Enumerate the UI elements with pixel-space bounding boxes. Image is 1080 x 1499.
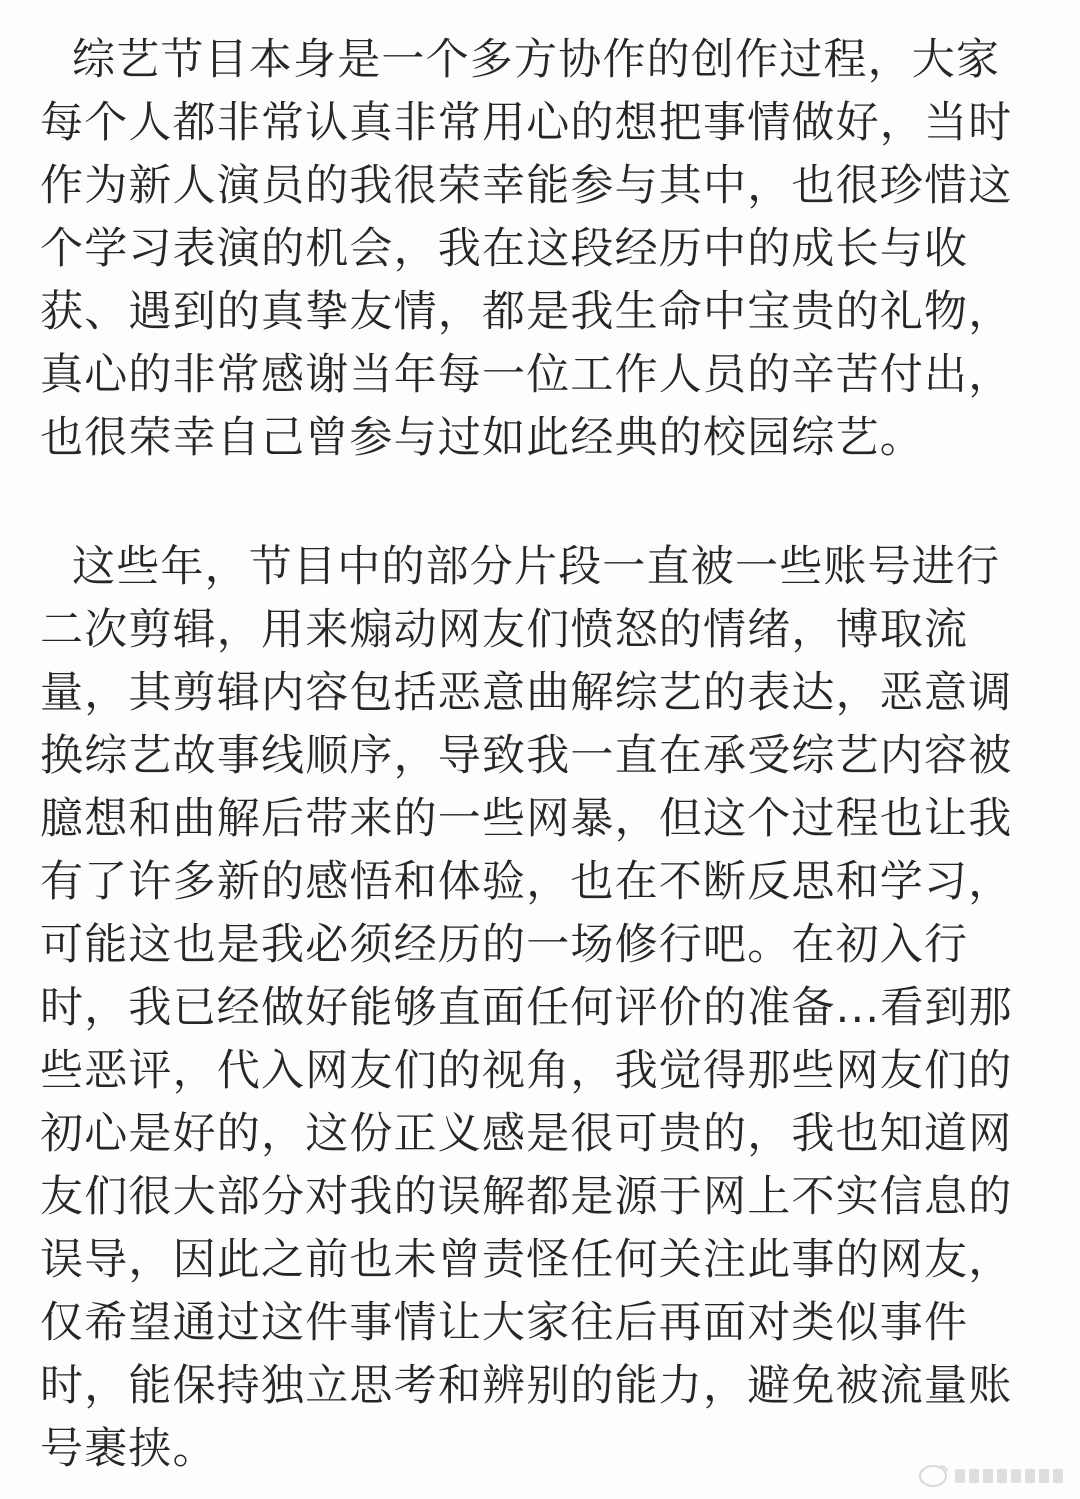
- text-line: 友们很大部分对我的误解都是源于网上不实信息的: [40, 1172, 1013, 1222]
- text-line: 可能这也是我必须经历的一场修行吧。在初入行: [40, 920, 969, 970]
- text-line: 作为新人演员的我很荣幸能参与其中，也很珍惜这: [40, 161, 1013, 211]
- text-line: 这些年，节目中的部分片段一直被一些账号进行: [72, 542, 1001, 592]
- text-line: 时，我已经做好能够直面任何评价的准备...看到那: [40, 983, 1013, 1033]
- text-line: 量，其剪辑内容包括恶意曲解综艺的表达，恶意调: [40, 668, 1013, 718]
- text-line: 些恶评，代入网友们的视角，我觉得那些网友们的: [40, 1046, 1013, 1096]
- text-line: 仅希望通过这件事情让大家往后再面对类似事件: [40, 1298, 969, 1348]
- text-line: 换综艺故事线顺序，导致我一直在承受综艺内容被: [40, 731, 1013, 781]
- text-line: 每个人都非常认真非常用心的想把事情做好，当时: [40, 98, 1013, 148]
- text-line: 也很荣幸自己曾参与过如此经典的校园综艺。: [40, 413, 924, 463]
- text-line: 号裹挟。: [40, 1424, 217, 1474]
- text-line: 综艺节目本身是一个多方协作的创作过程，大家: [72, 35, 1001, 85]
- text-line: 二次剪辑，用来煽动网友们愤怒的情绪，博取流: [40, 605, 969, 655]
- text-line: 真心的非常感谢当年每一位工作人员的辛苦付出，: [40, 350, 1013, 400]
- text-line: 臆想和曲解后带来的一些网暴，但这个过程也让我: [40, 794, 1013, 844]
- text-line: 获、遇到的真挚友情，都是我生命中宝贵的礼物，: [40, 287, 1013, 337]
- text-line: 误导，因此之前也未曾责怪任何关注此事的网友，: [40, 1235, 1013, 1285]
- watermark-logo: [915, 1459, 1070, 1491]
- text-line: 个学习表演的机会，我在这段经历中的成长与收: [40, 224, 969, 274]
- text-line: 时，能保持独立思考和辨别的能力，避免被流量账: [40, 1361, 1013, 1411]
- text-line: 初心是好的，这份正义感是很可贵的，我也知道网: [40, 1109, 1013, 1159]
- text-line: 有了许多新的感悟和体验，也在不断反思和学习，: [40, 857, 1013, 907]
